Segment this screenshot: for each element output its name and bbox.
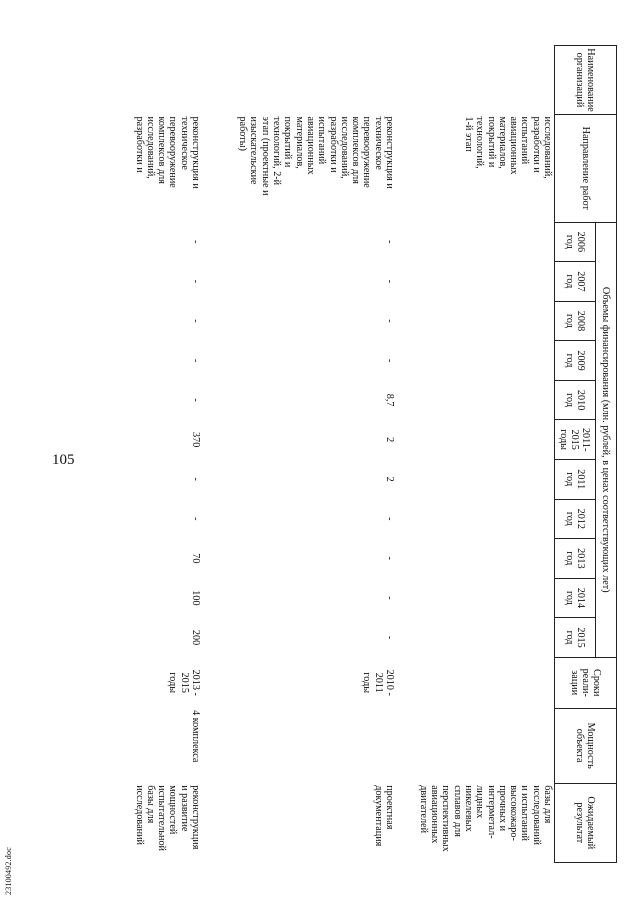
cell-direction: реконструкция и техническое перевооружение комплексов для исследований, разработки и <box>133 116 201 189</box>
document-file-code: 23100492.doc <box>4 847 13 895</box>
cell-value: 200 <box>190 629 201 646</box>
header-organizations: Наименование организаций <box>555 46 617 115</box>
cell-value <box>396 262 555 302</box>
rotated-table-wrapper <box>60 45 617 863</box>
header-financing-volumes: Объемы финансирования (млн. рублей, в ценах соответствующих лет) <box>596 222 617 657</box>
cell-value: - <box>384 319 395 323</box>
cell-value <box>396 420 555 460</box>
header-year: 2014 год <box>555 578 596 618</box>
header-year: 2013 год <box>555 539 596 579</box>
header-year: 2011-2015 годы <box>555 420 596 460</box>
cell-value: 2 <box>384 437 395 443</box>
cell-value <box>396 380 555 420</box>
header-capacity: Мощность объекта <box>555 708 617 783</box>
table-header <box>555 46 617 863</box>
cell-value <box>396 301 555 341</box>
cell-result: базы для исследований и испытаний высокожаро- прочных и интерметал- лидных никелевых сплавов для перспективных авиационных двигателей <box>417 785 553 852</box>
header-year: 2007 год <box>555 262 596 302</box>
cell-terms: 2010 - 2011 годы <box>361 669 395 696</box>
header-terms: Сроки реали-зации <box>555 657 617 708</box>
cell-value: - <box>190 398 201 402</box>
cell-value: - <box>190 517 201 521</box>
cell-value: - <box>190 240 201 244</box>
cell-value <box>396 459 555 499</box>
cell-value: - <box>384 240 395 244</box>
cell-value: - <box>384 517 395 521</box>
cell-terms <box>396 657 555 708</box>
cell-direction: реконструкция и техническое перевооружение комплексов для исследований, разработки и испытаний авиационных материалов, покрытий и технологий, 2-й этап (проектные и изыскательские работы) <box>237 116 395 196</box>
cell-value: - <box>190 477 201 481</box>
header-year: 2010 год <box>555 380 596 420</box>
cell-value: 70 <box>190 553 201 564</box>
cell-value: 8,7 <box>384 393 395 407</box>
cell-capacity <box>202 708 396 783</box>
header-result: Ожидаемый результат <box>555 783 617 862</box>
cell-organization <box>396 46 555 115</box>
cell-value <box>396 578 555 618</box>
header-year: 2015 год <box>555 618 596 658</box>
cell-organization <box>202 46 396 115</box>
cell-organization <box>60 46 202 115</box>
table-row <box>396 46 555 863</box>
cell-value <box>396 539 555 579</box>
cell-value: - <box>384 635 395 640</box>
header-year: 2011 год <box>555 459 596 499</box>
cell-result: проектная документация <box>372 785 395 847</box>
cell-value <box>396 499 555 539</box>
table-row <box>60 46 202 863</box>
header-year: 2009 год <box>555 341 596 381</box>
cell-value: - <box>384 556 395 561</box>
cell-value <box>396 618 555 658</box>
cell-result: реконструкция и развитие мощностей испытательной базы для исследований <box>133 785 201 851</box>
cell-terms: 2013 - 2015 годы <box>167 669 201 696</box>
page-number: 105 <box>52 452 75 468</box>
cell-capacity: 4 комплекса <box>190 710 201 763</box>
financing-table <box>60 45 617 863</box>
cell-capacity <box>396 708 555 783</box>
cell-value: - <box>190 358 201 363</box>
cell-value: - <box>190 279 201 284</box>
cell-value: 100 <box>190 590 201 606</box>
header-year: 2006 год <box>555 222 596 262</box>
header-year: 2012 год <box>555 499 596 539</box>
cell-value: 2 <box>384 476 395 482</box>
cell-value: - <box>384 596 395 600</box>
cell-value: - <box>384 279 395 284</box>
cell-value: - <box>384 358 395 363</box>
table-body <box>60 46 555 863</box>
header-year: 2008 год <box>555 301 596 341</box>
header-direction: Направление работ <box>555 115 617 223</box>
cell-value <box>396 222 555 262</box>
cell-value: - <box>190 319 201 323</box>
cell-direction: исследований, разработки и испытаний авиационных материалов, покрытий и технологий, 1-й этап <box>462 116 553 179</box>
cell-value <box>396 341 555 381</box>
table-row <box>202 46 396 863</box>
cell-value: 370 <box>190 432 201 448</box>
